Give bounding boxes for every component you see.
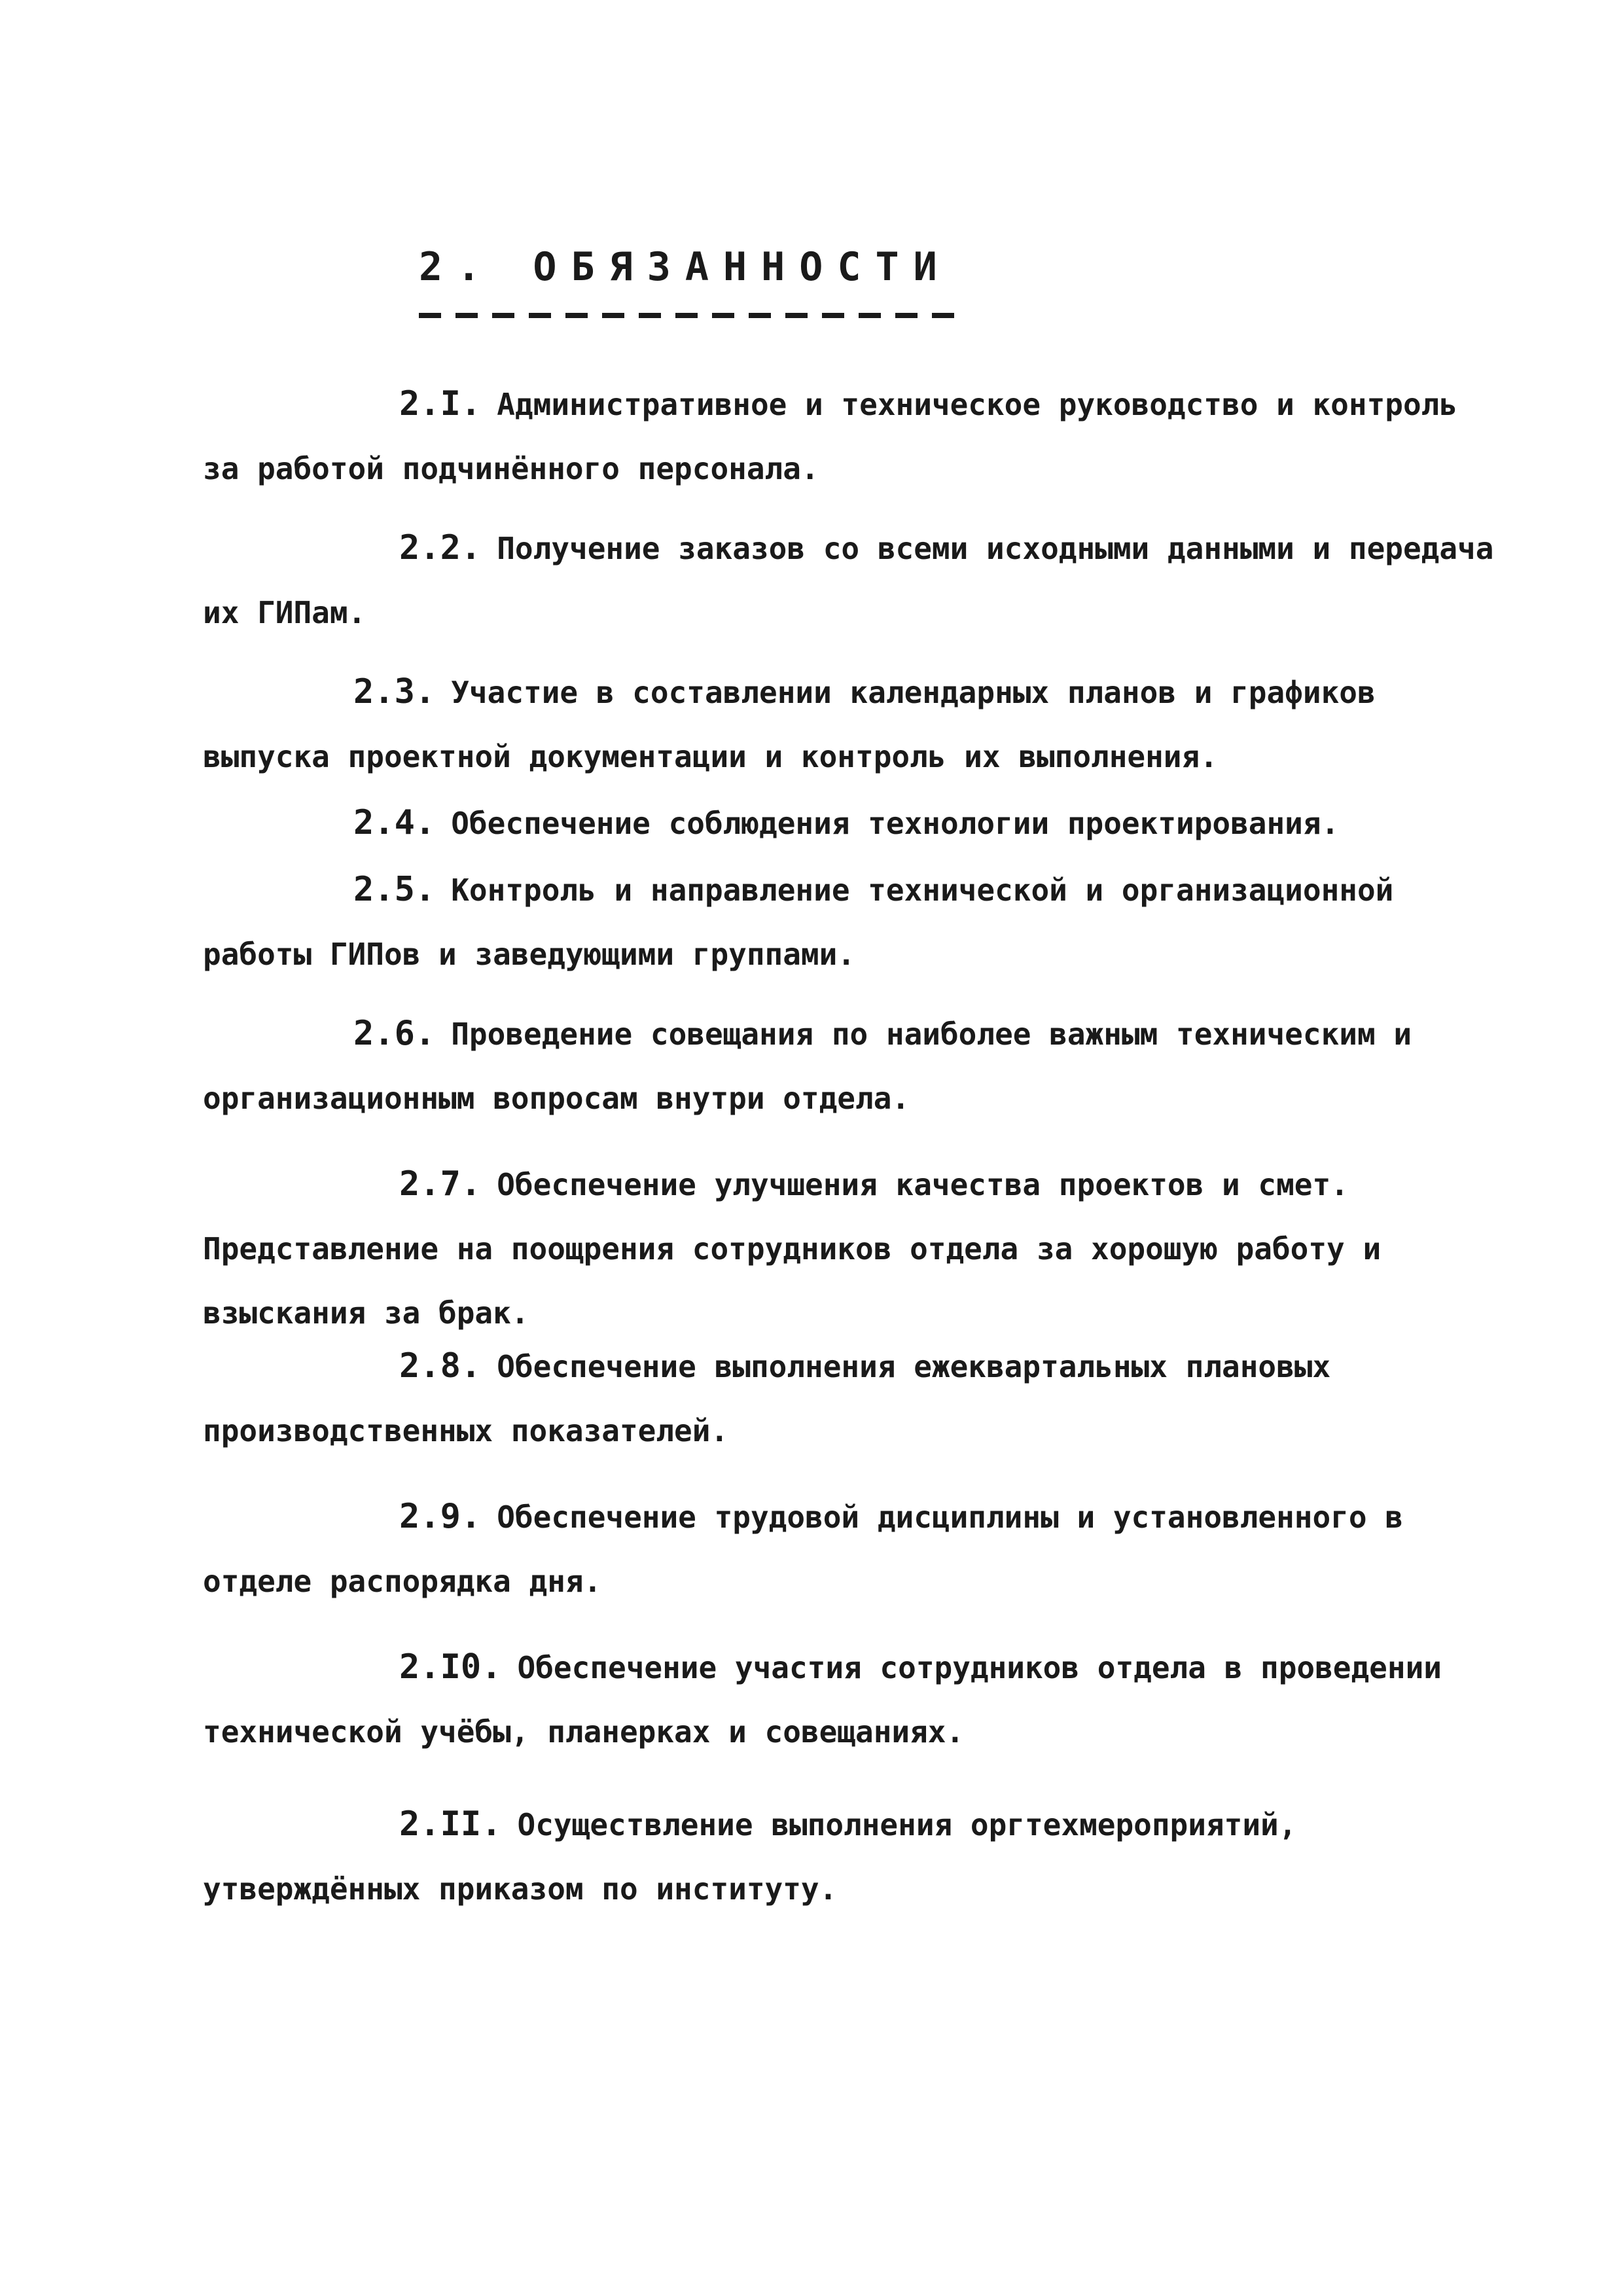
item-text: Обеспечение улучшения качества проектов и смет. Представление на поощрения сотрудников отдела за хорошую работу и взыскания за брак. xyxy=(203,1167,1382,1331)
item-text: Обеспечение участия сотрудников отдела в проведении технической учёбы, планерках и совещаниях. xyxy=(203,1650,1442,1749)
item-number: 2.8. xyxy=(399,1346,482,1386)
duty-item-2-2 xyxy=(203,516,1499,645)
item-number: 2.I. xyxy=(399,384,482,423)
item-number: 2.4. xyxy=(353,803,436,842)
duty-item-2-8 xyxy=(203,1334,1499,1463)
duty-item-2-9 xyxy=(203,1484,1499,1613)
item-number: 2.2. xyxy=(399,528,482,567)
duty-item-2-10 xyxy=(203,1635,1499,1764)
item-number: 2.II. xyxy=(399,1804,502,1844)
duty-item-2-3 xyxy=(203,660,1499,789)
item-text: Получение заказов со всеми исходными данными и передача их ГИПам. xyxy=(203,531,1494,630)
section-heading: 2. ОБЯЗАННОСТИ xyxy=(419,244,952,290)
item-number: 2.3. xyxy=(353,672,436,711)
item-text: Обеспечение трудовой дисциплины и установленного в отделе распорядка дня. xyxy=(203,1499,1403,1599)
duty-item-2-1 xyxy=(203,372,1499,501)
item-text: Обеспечение выполнения ежеквартальных плановых производственных показателей. xyxy=(203,1349,1331,1448)
item-number: 2.6. xyxy=(353,1014,436,1053)
duty-item-2-4 xyxy=(203,791,1499,855)
duty-item-2-5 xyxy=(203,857,1499,986)
duty-item-2-7 xyxy=(203,1152,1499,1345)
item-number: 2.9. xyxy=(399,1497,482,1536)
item-text: Участие в составлении календарных планов и графиков выпуска проектной документации и контроль их выполнения. xyxy=(203,675,1376,774)
heading-underline xyxy=(419,313,961,318)
duty-item-2-11 xyxy=(203,1792,1499,1921)
duty-item-2-6 xyxy=(203,1001,1499,1130)
item-number: 2.5. xyxy=(353,870,436,909)
item-text: Административное и техническое руководство и контроль за работой подчинённого персонала. xyxy=(203,387,1458,486)
item-text: Обеспечение соблюдения технологии проектирования. xyxy=(451,806,1340,841)
item-text: Проведение совещания по наиболее важным техническим и организационным вопросам внутри отдела. xyxy=(203,1016,1412,1116)
item-number: 2.I0. xyxy=(399,1647,502,1687)
item-text: Контроль и направление технической и организационной работы ГИПов и заведующими группами. xyxy=(203,872,1394,972)
item-number: 2.7. xyxy=(399,1164,482,1204)
item-text: Осуществление выполнения оргтехмероприятий, утверждённых приказом по институту. xyxy=(203,1807,1297,1907)
